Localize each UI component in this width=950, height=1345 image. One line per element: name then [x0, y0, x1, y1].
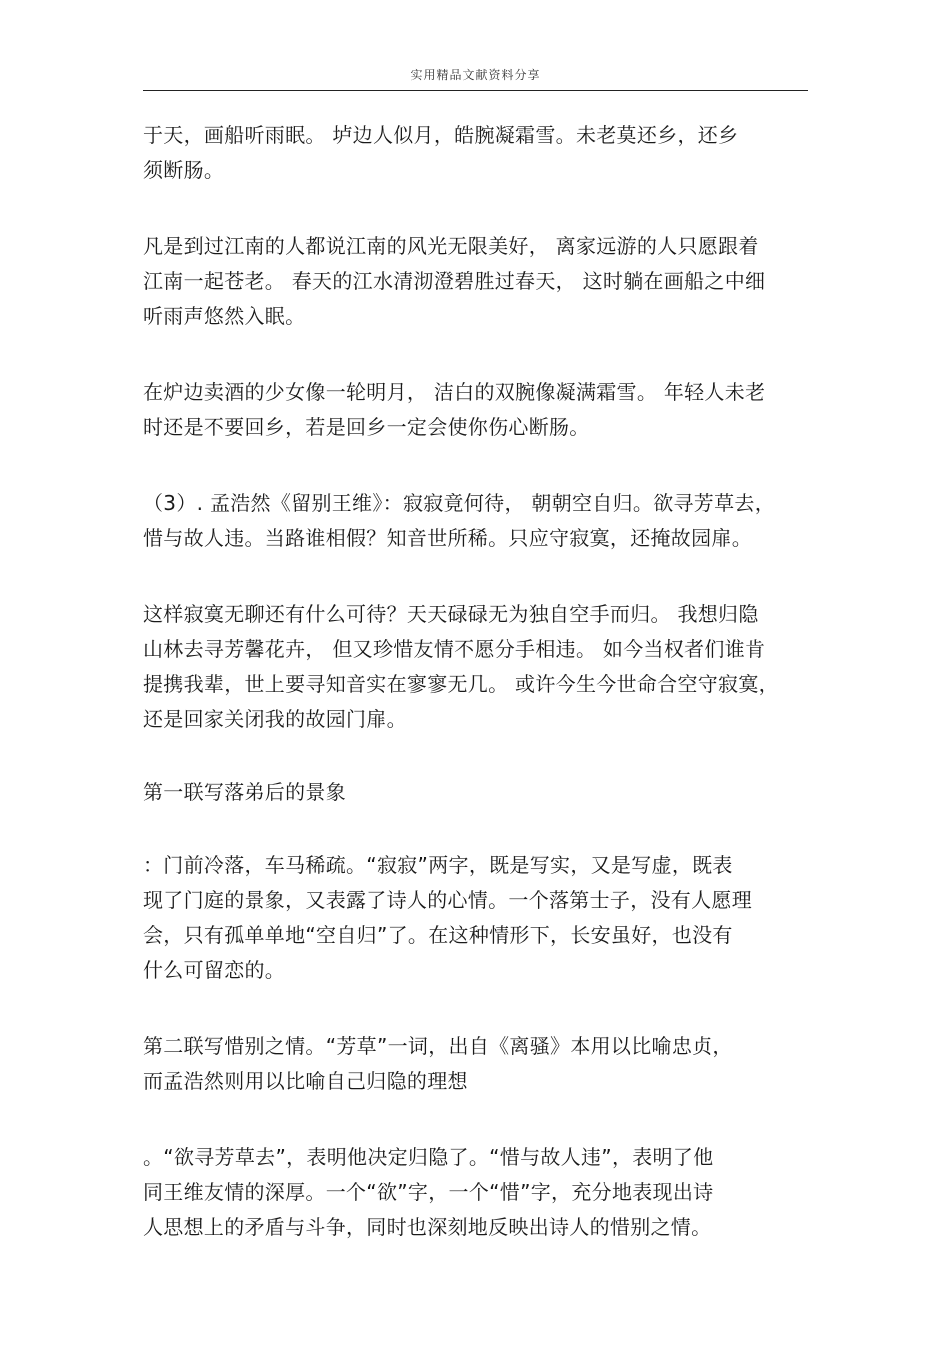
paragraph: ：门前冷落，车马稀疏。“寂寂”两字，既是写实，又是写虚，既表 现了门庭的景象，又表露了诗人的心情。一个落第士子，没有人愿理 会，只有孤单单地“空自归”了。在这种情形下，长安虽好，也没有 什么可留恋的。 — [143, 853, 752, 982]
section-heading: 第一联写落弟后的景象 — [143, 780, 346, 804]
paragraph: 第二联写惜别之情。“芳草”一词，出自《离骚》本用以比喻忠贞， 而孟浩然则用以比喻自己归隐的理想 — [143, 1034, 733, 1093]
page-header: 实用精品文献资料分享 — [410, 68, 541, 82]
paragraph: 。“欲寻芳草去”，表明他决定归隐了。“惜与故人违”，表明了他 同王维友情的深厚。一个“欲”字，一个“惜”字，充分地表现出诗 人思想上的矛盾与斗争，同时也深刻地反映出诗人的惜别之情。 — [143, 1145, 714, 1239]
document-body — [143, 118, 808, 1245]
paragraph: 在炉边卖酒的少女像一轮明月， 洁白的双腕像凝满霜雪。 年轻人未老 时还是不要回乡，若是回乡一定会使你伤心断肠。 — [143, 380, 766, 439]
paragraph: 凡是到过江南的人都说江南的风光无限美好， 离家远游的人只愿跟着 江南一起苍老。 春天的江水清沏澄碧胜过春天， 这时躺在画船之中细 听雨声悠然入眠。 — [143, 234, 766, 328]
paragraph: 这样寂寞无聊还有什么可待？天天碌碌无为独自空手而归。 我想归隐 山林去寻芳馨花卉， 但又珍惜友情不愿分手相违。 如今当权者们谁肯 提携我辈，世上要寻知音实在寥寥无几。 或许今生今世命合空守寂寞， 还是回家关闭我的故园门扉。 — [143, 602, 779, 731]
paragraph: （3）. 孟浩然《留别王维》：寂寂竟何待， 朝朝空自归。欲寻芳草去， 惜与故人违。当路谁相假？知音世所稀。只应守寂寞，还掩故园扉。 — [143, 491, 775, 550]
header-divider — [143, 90, 808, 91]
paragraph: 于天，画船听雨眠。 垆边人似月，皓腕凝霜雪。未老莫还乡，还乡 须断肠。 — [143, 123, 739, 182]
